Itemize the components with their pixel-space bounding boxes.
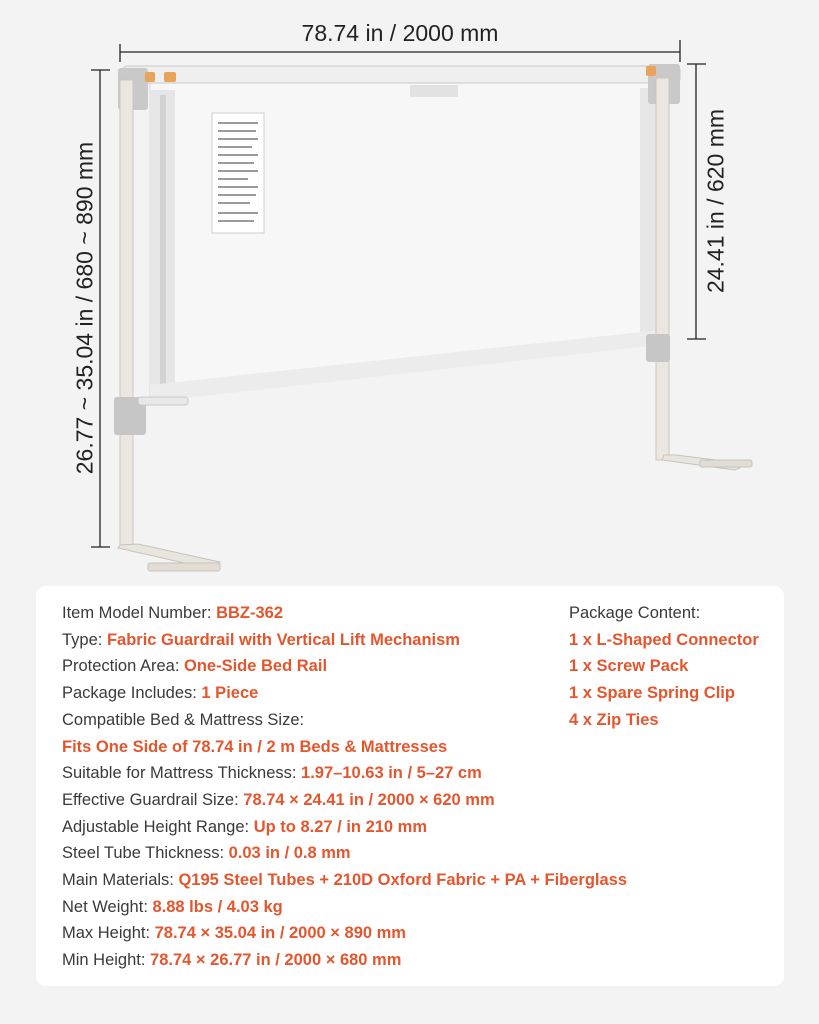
spec-package-includes: Package Includes: 1 Piece — [62, 684, 259, 703]
package-item: 1 x L-Shaped Connector — [569, 630, 759, 649]
package-content — [569, 600, 759, 734]
guardrail-height-dimension-label: 24.41 in / 620 mm — [702, 108, 729, 294]
spec-max-height: Max Height: 78.74 × 35.04 in / 2000 × 890 mm — [62, 924, 406, 943]
specifications-panel — [36, 586, 784, 986]
spec-type: Type: Fabric Guardrail with Vertical Lift Mechanism — [62, 630, 460, 649]
package-item: 1 x Spare Spring Clip — [569, 684, 735, 703]
spec-net-weight: Net Weight: 8.88 lbs / 4.03 kg — [62, 897, 283, 916]
spec-min-height: Min Height: 78.74 × 26.77 in / 2000 × 680 mm — [62, 951, 402, 970]
width-dimension-label: 78.74 in / 2000 mm — [301, 20, 499, 46]
spec-height-range: Adjustable Height Range: Up to 8.27 / in 210 mm — [62, 817, 428, 836]
spec-tube-thickness: Steel Tube Thickness: 0.03 in / 0.8 mm — [62, 844, 351, 863]
spec-mattress-thickness: Suitable for Mattress Thickness: 1.97–10.63 in / 5–27 cm — [62, 764, 482, 783]
height-range-dimension-label: 26.77 ~ 35.04 in / 680 ~ 890 mm — [71, 141, 98, 475]
spec-protection-area: Protection Area: One-Side Bed Rail — [62, 657, 328, 676]
spec-guardrail-size: Effective Guardrail Size: 78.74 × 24.41 in / 2000 × 620 mm — [62, 790, 495, 809]
spec-model-number: Item Model Number: BBZ-362 — [62, 604, 283, 622]
brand-mark — [410, 85, 458, 97]
spec-main-materials: Main Materials: Q195 Steel Tubes + 210D Oxford Fabric + PA + Fiberglass — [62, 871, 628, 890]
package-content-title: Package Content: — [569, 604, 701, 622]
spec-compatible-size: Compatible Bed & Mattress Size: — [62, 710, 305, 729]
spec-list — [62, 600, 627, 974]
package-item: 4 x Zip Ties — [569, 710, 659, 729]
package-item: 1 x Screw Pack — [569, 657, 689, 676]
spec-compatible-size-value: Fits One Side of 78.74 in / 2 m Beds & Mattresses — [62, 737, 448, 756]
